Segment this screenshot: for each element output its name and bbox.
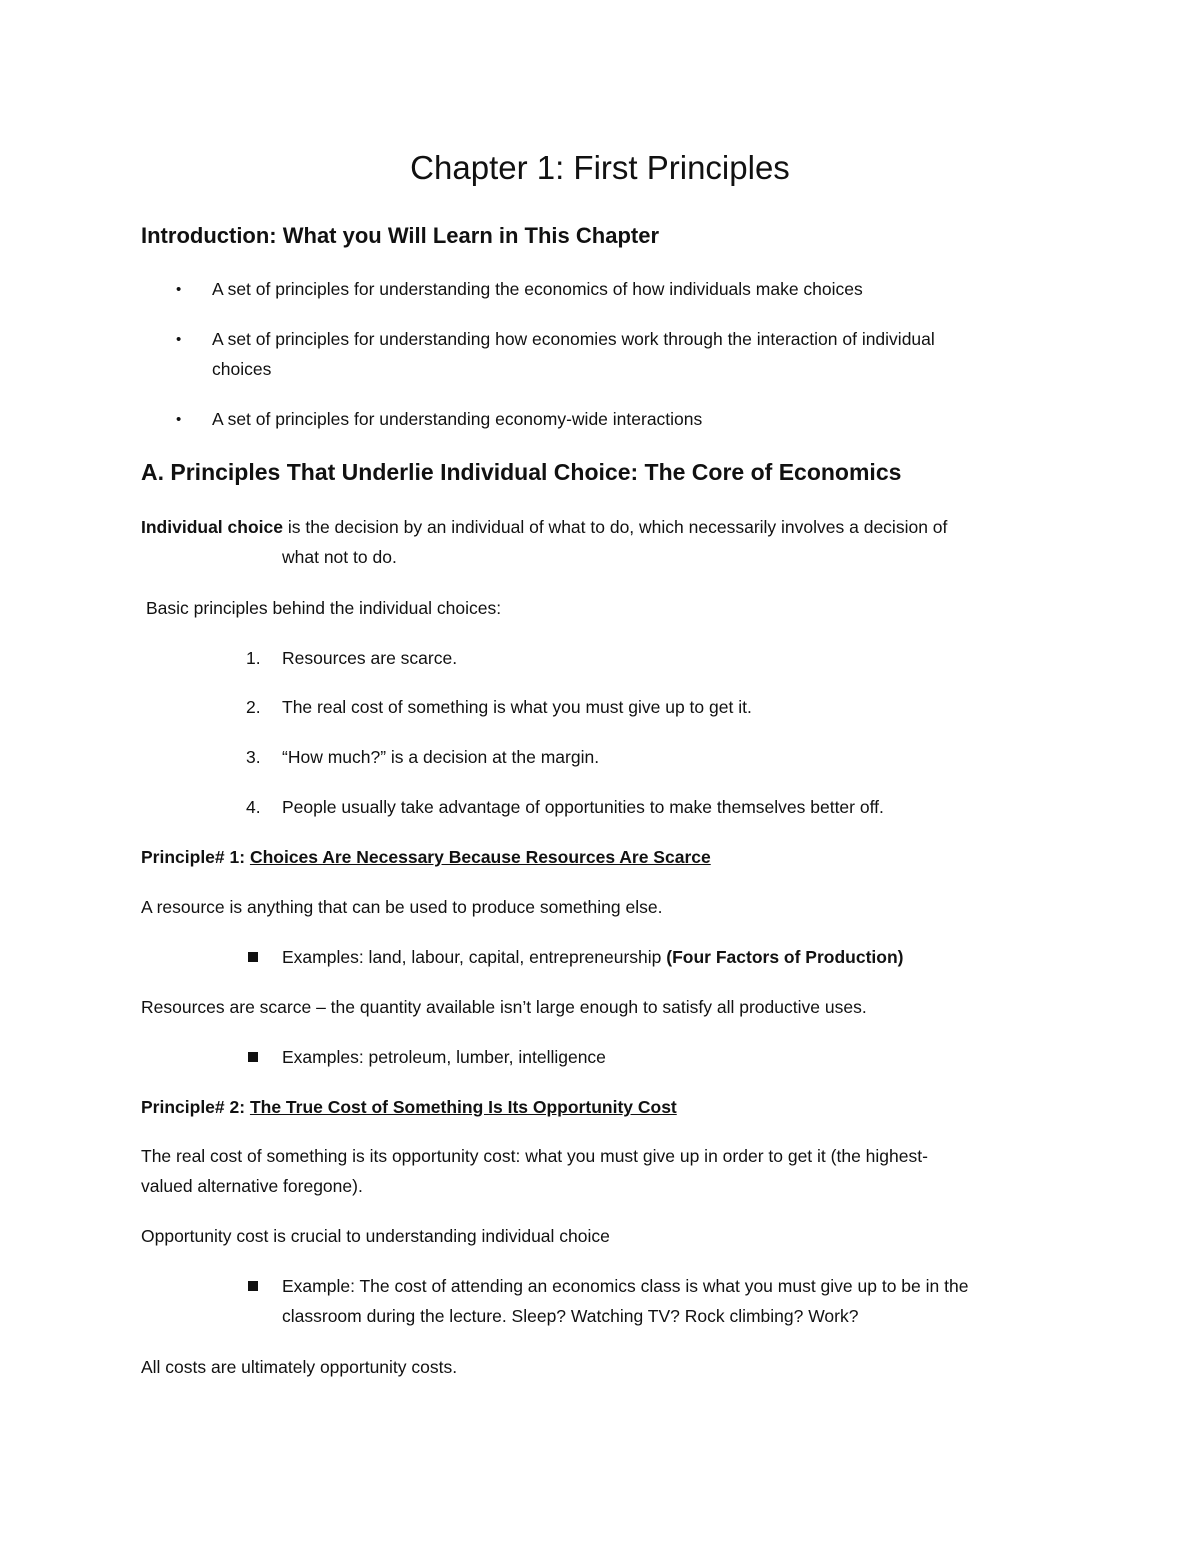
intro-bullet-3: A set of principles for understanding economy-wide interactions — [212, 409, 703, 429]
principle-1-label: Principle# 1: — [141, 847, 250, 867]
definition-term: Individual choice — [141, 517, 283, 537]
basic-principles-intro: Basic principles behind the individual choices: — [146, 598, 502, 618]
example-class: Example: The cost of attending an economics class is what you must give up to be in the — [282, 1276, 969, 1296]
list-item-4: People usually take advantage of opportunities to make themselves better off. — [282, 797, 884, 817]
square-bullet-icon — [248, 952, 258, 962]
principle-1-heading — [141, 843, 711, 871]
list-item-3: “How much?” is a decision at the margin. — [282, 747, 600, 767]
definition-line — [141, 513, 947, 541]
list-number-3: 3. — [246, 747, 261, 767]
opportunity-cost-definition: The real cost of something is its opportunity cost: what you must give up in order to get it (the highest- — [141, 1146, 928, 1166]
scarcity-definition: Resources are scarce – the quantity available isn’t large enough to satisfy all productive uses. — [141, 997, 867, 1017]
list-number-1: 1. — [246, 648, 261, 668]
intro-bullet-2-cont: choices — [212, 359, 272, 379]
page-title: Chapter 1: First Principles — [410, 149, 790, 186]
principle-2-label: Principle# 2: — [141, 1097, 250, 1117]
list-item-1: Resources are scarce. — [282, 648, 458, 668]
examples-factors — [282, 943, 903, 971]
intro-heading: Introduction: What you Will Learn in This Chapter — [141, 223, 660, 248]
examples-factors-bold: (Four Factors of Production) — [666, 947, 904, 967]
principle-2-heading — [141, 1093, 677, 1121]
definition-text: is the decision by an individual of what to do, which necessarily involves a decision of — [282, 517, 948, 537]
opportunity-cost-crucial: Opportunity cost is crucial to understanding individual choice — [141, 1226, 610, 1246]
resource-definition: A resource is anything that can be used to produce something else. — [141, 897, 663, 917]
example-class-cont: classroom during the lecture. Sleep? Watching TV? Rock climbing? Work? — [282, 1306, 859, 1326]
list-number-2: 2. — [246, 697, 261, 717]
principle-2-title: The True Cost of Something Is Its Opportunity Cost — [249, 1097, 677, 1117]
intro-bullet-1: A set of principles for understanding the economics of how individuals make choices — [212, 279, 863, 299]
section-a-heading: A. Principles That Underlie Individual Choice: The Core of Economics — [141, 459, 902, 485]
examples-factors-text: Examples: land, labour, capital, entrepreneurship — [282, 947, 667, 967]
bullet-dot: • — [176, 411, 182, 428]
intro-bullet-2: A set of principles for understanding how economies work through the interaction of individual — [212, 329, 935, 349]
list-number-4: 4. — [246, 797, 261, 817]
bullet-dot: • — [176, 281, 182, 298]
all-costs-statement: All costs are ultimately opportunity costs. — [141, 1357, 458, 1377]
bullet-dot: • — [176, 331, 182, 348]
square-bullet-icon — [248, 1052, 258, 1062]
principle-1-title: Choices Are Necessary Because Resources Are Scarce — [249, 847, 711, 867]
list-item-2: The real cost of something is what you must give up to get it. — [282, 697, 752, 717]
definition-cont: what not to do. — [282, 547, 397, 567]
square-bullet-icon — [248, 1281, 258, 1291]
opportunity-cost-definition-cont: valued alternative foregone). — [141, 1176, 363, 1196]
examples-scarce: Examples: petroleum, lumber, intelligence — [282, 1047, 606, 1067]
